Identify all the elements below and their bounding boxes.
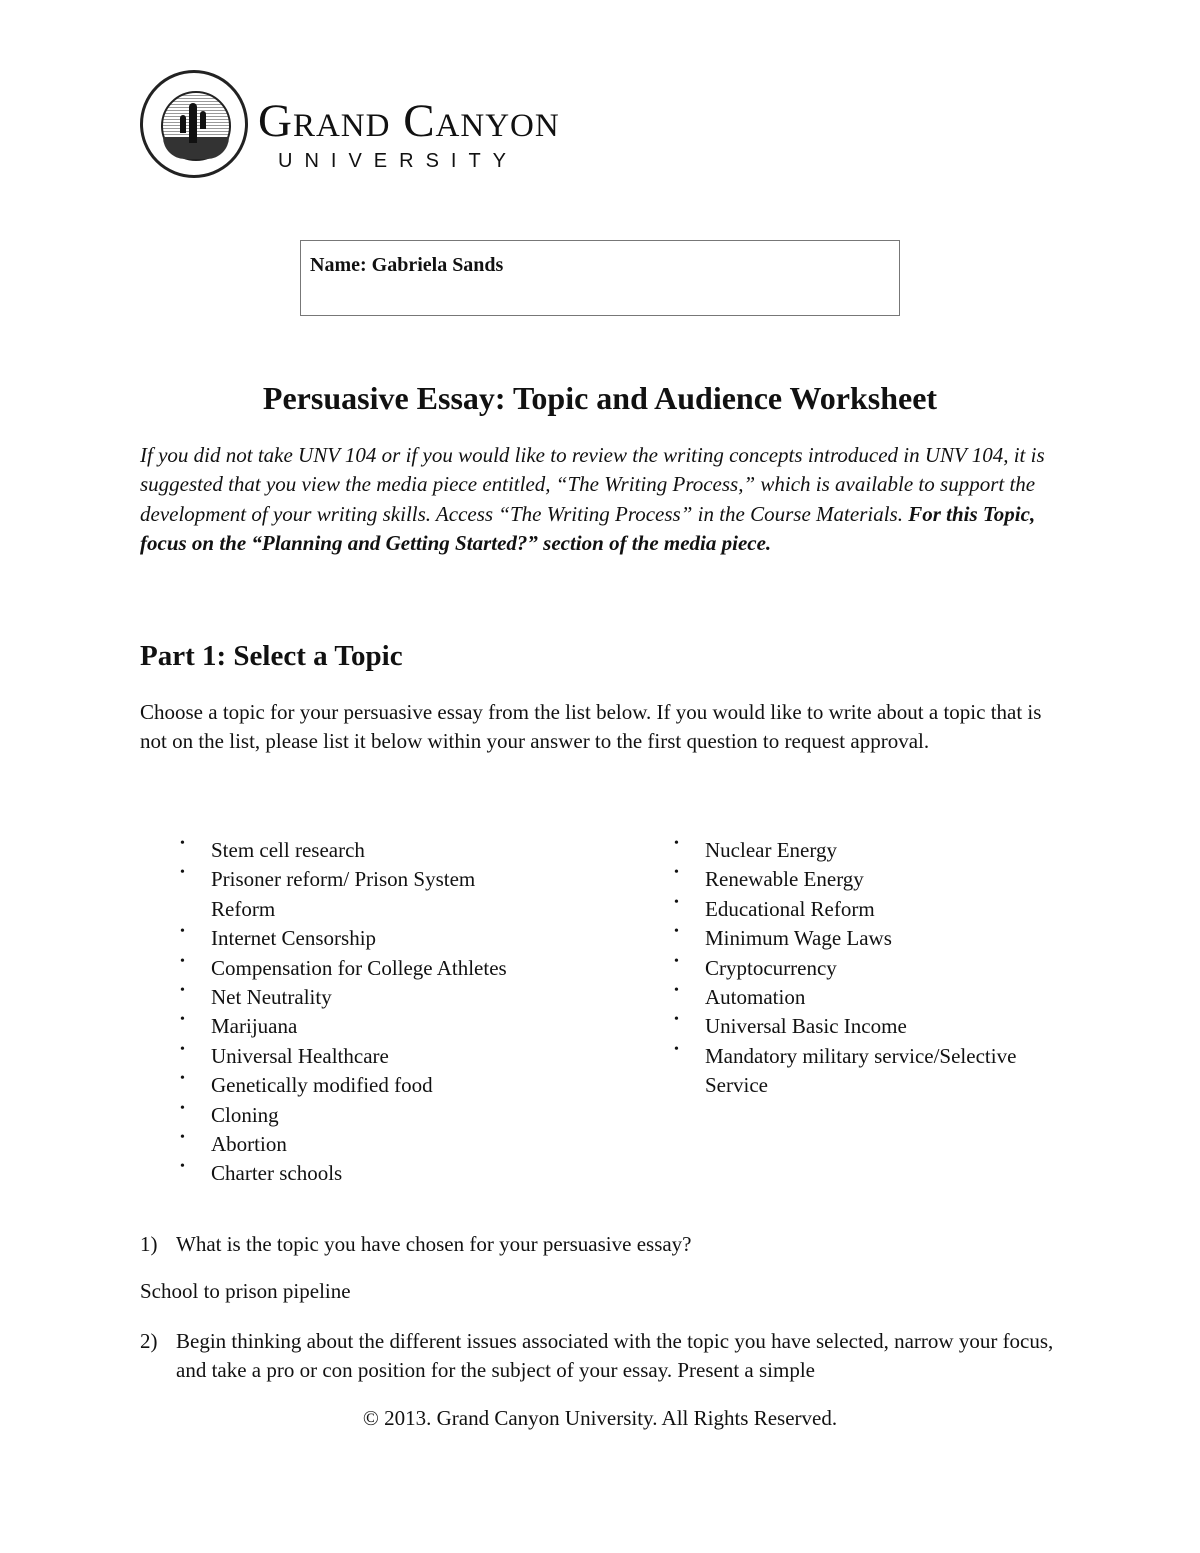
intro-text: If you did not take UNV 104 or if you would like to review the writing concepts introduced in UNV 104, it is suggested that you view the media piece entitled, “The Writing Process,” which is available to support the development of your writing skills. Access “The Writing Process” in the Course Materials. xyxy=(140,443,1045,526)
list-item: • Charter schools xyxy=(180,1159,560,1188)
list-item: • Universal Basic Income xyxy=(674,1012,1074,1041)
list-item: • Compensation for College Athletes xyxy=(180,954,560,983)
university-logo xyxy=(140,70,620,190)
list-item: • Marijuana xyxy=(180,1012,560,1041)
list-item: • Nuclear Energy xyxy=(674,836,1074,865)
list-item: • Automation xyxy=(674,983,1074,1012)
university-seal-icon xyxy=(140,70,248,178)
copyright-footer: © 2013. Grand Canyon University. All Rights Reserved. xyxy=(362,1406,838,1430)
list-item: • Prisoner reform/ Prison System Reform xyxy=(180,865,511,924)
list-item: • Net Neutrality xyxy=(180,983,560,1012)
logo-subtitle: UNIVERSITY xyxy=(278,150,519,172)
intro-paragraph xyxy=(140,441,1070,558)
list-item: • Genetically modified food xyxy=(180,1071,560,1100)
list-item: • Cryptocurrency xyxy=(674,954,1074,983)
question-number: 1) xyxy=(140,1232,158,1256)
part1-instructions: Choose a topic for your persuasive essay from the list below. If you would like to write about a topic that is not on the list, please list it below within your answer to the first question to request approval. xyxy=(140,700,1042,754)
list-item: • Abortion xyxy=(180,1130,560,1159)
list-item: • Internet Censorship xyxy=(180,924,560,953)
list-item: • Renewable Energy xyxy=(674,865,1074,894)
answer-1: School to prison pipeline xyxy=(140,1279,351,1303)
name-box xyxy=(300,240,900,316)
question-text: What is the topic you have chosen for your persuasive essay? xyxy=(176,1232,692,1256)
list-item: • Educational Reform xyxy=(674,895,1074,924)
topic-list-right xyxy=(674,836,1074,1101)
list-item: • Stem cell research xyxy=(180,836,560,865)
list-item: • Universal Healthcare xyxy=(180,1042,560,1071)
topic-list-left xyxy=(180,836,560,1189)
logo-wordmark: Grand Canyon xyxy=(258,95,560,147)
list-item: • Cloning xyxy=(180,1101,560,1130)
question-2 xyxy=(140,1327,1070,1386)
part1-heading: Part 1: Select a Topic xyxy=(140,640,403,672)
intro-emphasis: For this Topic, focus on the “Planning and Getting Started?” section of the media piece. xyxy=(140,501,1036,555)
page-title: Persuasive Essay: Topic and Audience Worksheet xyxy=(262,380,938,416)
list-item: • Mandatory military service/Selective Service xyxy=(674,1042,1065,1101)
student-name: Name: Gabriela Sands xyxy=(310,254,504,276)
question-text: Begin thinking about the different issues associated with the topic you have selected, narrow your focus, and take a pro or con position for the subject of your essay. Present a simple xyxy=(176,1329,1054,1383)
list-item: • Minimum Wage Laws xyxy=(674,924,1074,953)
question-1 xyxy=(140,1230,1070,1259)
question-number: 2) xyxy=(140,1329,158,1353)
